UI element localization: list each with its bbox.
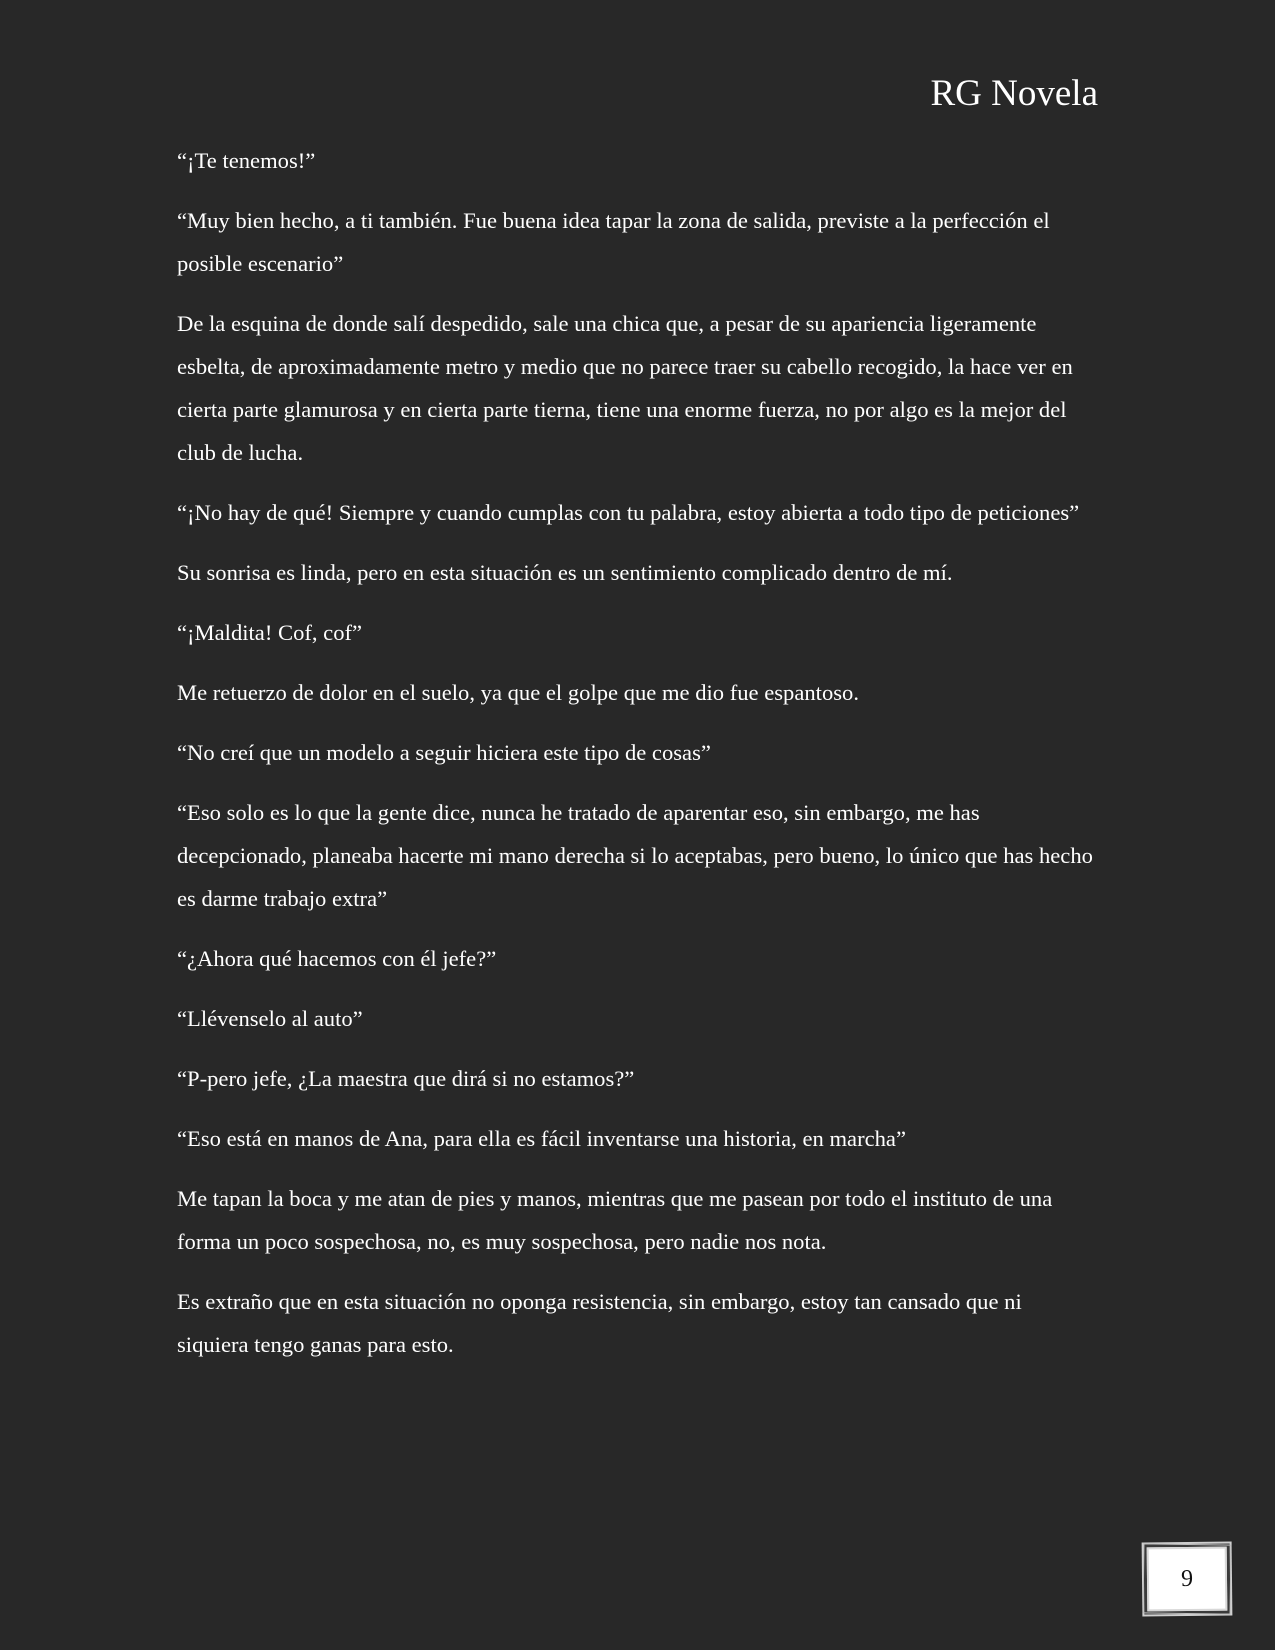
page-number-frame (1147, 1547, 1228, 1612)
paragraph: Es extraño que en esta situación no oponga resistencia, sin embargo, estoy tan cansado que ni siquiera tengo ganas para esto. (177, 1289, 1022, 1357)
paragraph: Me tapan la boca y me atan de pies y manos, mientras que me pasean por todo el instituto de una forma un poco sospechosa, no, es muy sospechosa, pero nadie nos nota. (177, 1186, 1053, 1254)
body-text (177, 139, 1097, 1383)
paragraph: “¡Maldita! Cof, cof” (177, 620, 363, 645)
paragraph: “Muy bien hecho, a ti también. Fue buena idea tapar la zona de salida, previste a la perfección el posible escenario” (177, 208, 1050, 276)
paragraph: “¿Ahora qué hacemos con él jefe?” (177, 946, 497, 971)
paragraph: Me retuerzo de dolor en el suelo, ya que el golpe que me dio fue espantoso. (177, 680, 859, 705)
paragraph: “Eso está en manos de Ana, para ella es fácil inventarse una historia, en marcha” (177, 1126, 906, 1151)
paragraph: De la esquina de donde salí despedido, sale una chica que, a pesar de su apariencia ligeramente esbelta, de aproximadamente metro y medio que no parece traer su cabello recogido, la hace ver en cierta parte glamurosa y en cierta parte tierna, tiene una enorme fuerza, no por algo es la mejor del club de lucha. (177, 311, 1073, 465)
paragraph: Su sonrisa es linda, pero en esta situación es un sentimiento complicado dentro de mí. (177, 560, 953, 585)
header-title: RG Novela (930, 73, 1098, 114)
paragraph: “Llévenselo al auto” (177, 1006, 363, 1031)
page-number: 9 (1180, 1565, 1194, 1593)
paragraph: “¡Te tenemos!” (177, 148, 316, 173)
paragraph: “No creí que un modelo a seguir hiciera este tipo de cosas” (177, 740, 711, 765)
paragraph: “P-pero jefe, ¿La maestra que dirá si no estamos?” (177, 1066, 635, 1091)
paragraph: “¡No hay de qué! Siempre y cuando cumplas con tu palabra, estoy abierta a todo tipo de peticiones” (177, 500, 1080, 525)
paragraph: “Eso solo es lo que la gente dice, nunca he tratado de aparentar eso, sin embargo, me has decepcionado, planeaba hacerte mi mano derecha si lo aceptabas, pero bueno, lo único que has hecho es darme trabajo extra” (177, 800, 1093, 911)
